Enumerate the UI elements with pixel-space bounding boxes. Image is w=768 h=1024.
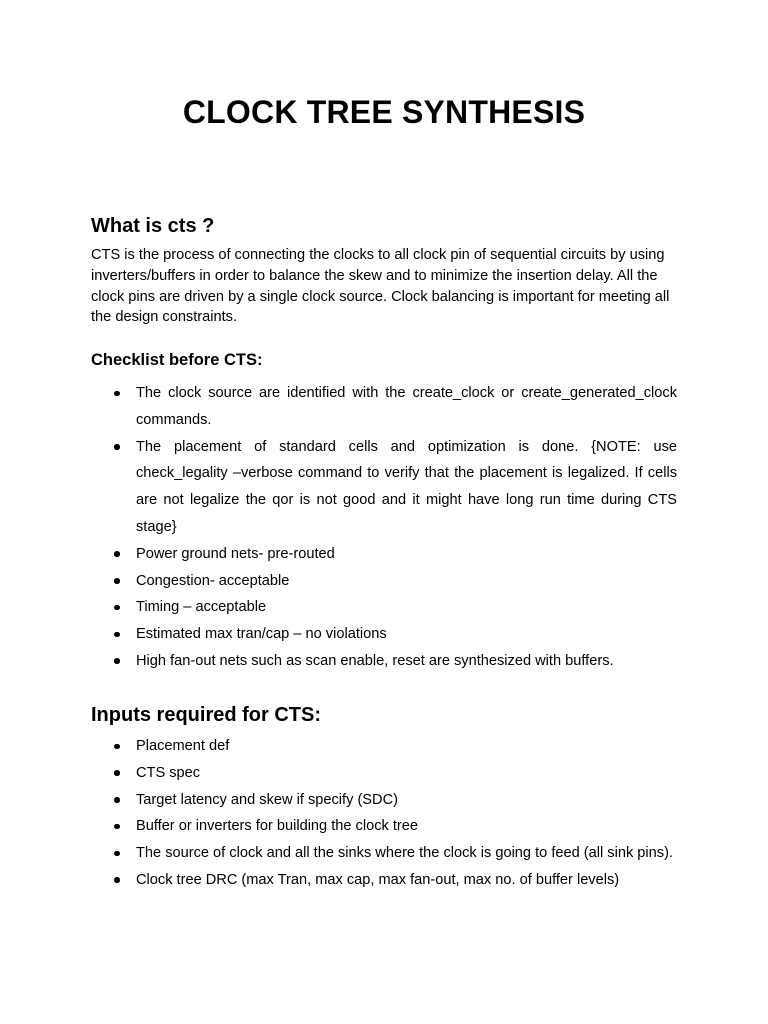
bullet-icon xyxy=(114,444,120,450)
list-item xyxy=(91,621,677,648)
bullet-icon xyxy=(114,797,120,803)
list-item-text: CTS spec xyxy=(136,764,201,781)
list-item-text: Target latency and skew if specify (SDC) xyxy=(136,791,398,808)
list-item xyxy=(91,867,677,894)
list-item xyxy=(91,568,677,595)
inputs-list xyxy=(91,733,677,894)
list-item xyxy=(91,760,677,787)
list-item xyxy=(91,434,677,541)
bullet-icon xyxy=(114,877,120,883)
list-item xyxy=(91,541,677,568)
bullet-icon xyxy=(114,770,120,776)
list-item xyxy=(91,787,677,814)
list-item xyxy=(91,648,677,675)
list-item-text: The source of clock and all the sinks where the clock is going to feed (all sink pins). xyxy=(136,845,673,862)
bullet-icon xyxy=(114,578,120,584)
document-title: CLOCK TREE SYNTHESIS xyxy=(182,94,586,130)
list-item-text: Clock tree DRC (max Tran, max cap, max fan-out, max no. of buffer levels) xyxy=(136,871,620,888)
list-item xyxy=(91,813,677,840)
heading-what-is-cts: What is cts ? xyxy=(91,215,215,237)
list-item-text: High fan-out nets such as scan enable, reset are synthesized with buffers. xyxy=(136,652,614,669)
bullet-icon xyxy=(114,391,120,397)
list-item-text: Timing – acceptable xyxy=(136,599,267,616)
checklist-list xyxy=(91,380,677,675)
bullet-icon xyxy=(114,744,120,750)
bullet-icon xyxy=(114,605,120,611)
list-item xyxy=(91,733,677,760)
bullet-icon xyxy=(114,632,120,638)
list-item-text: Power ground nets- pre-routed xyxy=(136,545,335,562)
list-item xyxy=(91,594,677,621)
list-item-text: Congestion- acceptable xyxy=(136,572,290,589)
bullet-icon xyxy=(114,824,120,830)
heading-inputs: Inputs required for CTS: xyxy=(91,704,321,726)
bullet-icon xyxy=(114,658,120,664)
bullet-icon xyxy=(114,551,120,557)
list-item-text: Buffer or inverters for building the clock tree xyxy=(136,818,419,835)
bullet-icon xyxy=(114,851,120,857)
heading-checklist: Checklist before CTS: xyxy=(91,351,263,369)
list-item-text: The placement of standard cells and optimization is done. {NOTE: use check_legality –verbose command to verify that the placement is legalized. If cells are not legalize the qor is not good and it might have long run time during CTS stage} xyxy=(136,438,677,535)
list-item xyxy=(91,840,677,867)
intro-paragraph: CTS is the process of connecting the clocks to all clock pin of sequential circuits by using inverters/buffers in order to balance the skew and to minimize the insertion delay. All the clock pins are driven by a single clock source. Clock balancing is important for meeting all the design constraints. xyxy=(91,247,670,326)
list-item-text: The clock source are identified with the create_clock or create_generated_clock commands. xyxy=(136,385,677,428)
list-item xyxy=(91,380,677,434)
list-item-text: Estimated max tran/cap – no violations xyxy=(136,626,387,643)
list-item-text: Placement def xyxy=(136,738,230,754)
